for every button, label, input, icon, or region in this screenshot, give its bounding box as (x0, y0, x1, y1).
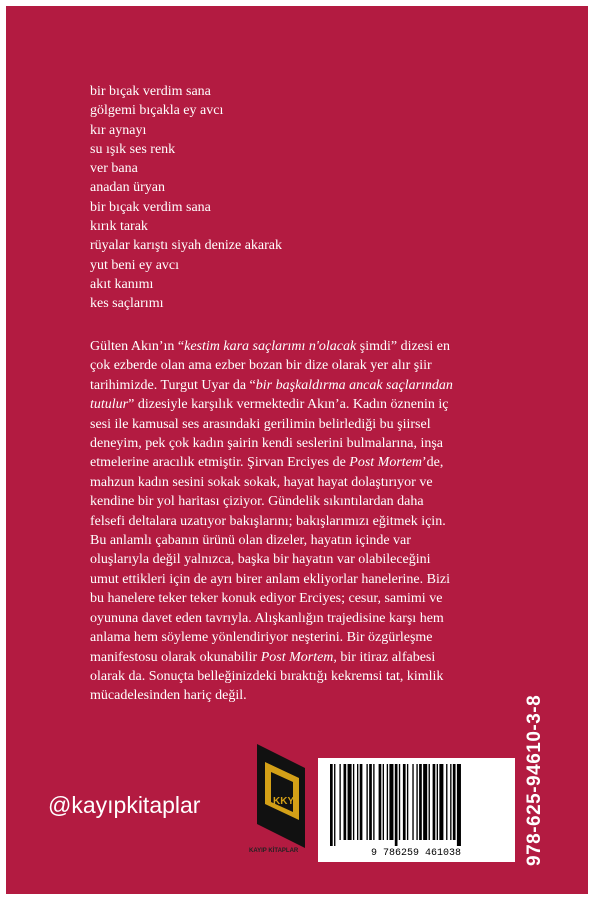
poem-line: anadan üryan (90, 180, 166, 196)
blurb-line: tutulur” dizesiyle karşılık vermektedir Akın’a. Kadın öznenin iç (90, 397, 449, 413)
poem-line: rüyalar karıştı siyah denize akarak (90, 238, 283, 254)
blurb-line: kendine bir yol haritası çiziyor. Gündelik sıkıntılardan daha (90, 494, 424, 510)
poem-line: kırık tarak (90, 219, 148, 235)
blurb-line: mücadelesinden hariç değil. (90, 688, 247, 704)
poem-line: ver bana (90, 161, 138, 177)
poem-line: bir bıçak verdim sana (90, 199, 211, 215)
barcode-graphic (318, 758, 515, 862)
blurb-line: deneyim, pek çok kadın şairin kendi seslerini bulmalarına, inşa (90, 436, 444, 452)
blurb-line: Gülten Akın’ın “kestim kara saçlarımı n'olacak şimdi” dizesi en (90, 339, 450, 354)
blurb-line: etmelerine aracılık etmiştir. Şirvan Erciyes de Post Mortem’de, (90, 455, 444, 471)
publisher-logo (253, 740, 309, 860)
poem-line: kır aynayı (90, 122, 147, 138)
publisher-name: KAYIP KİTAPLAR (249, 848, 299, 854)
poem-line: bir bıçak verdim sana (90, 84, 211, 99)
poem (90, 82, 282, 314)
blurb-line: tarihimizde. Turgut Uyar da “bir başkaldırma ancak saçlarından (90, 377, 453, 393)
blurb (90, 337, 520, 706)
isbn-vertical: 978-625-94610-3-8 (524, 694, 545, 866)
blurb-line: anlama hem söyleme yönlendiriyor neşterini. Bir özgürleşme (90, 630, 433, 646)
poem-line: su ışık ses renk (90, 141, 176, 157)
social-handle: @kayıpkitaplar (48, 792, 201, 818)
blurb-line: manifestosu olarak okunabilir Post Mortem, bir itiraz alfabesi (90, 649, 436, 665)
blurb-line: sesi ile kamusal ses arasındaki gerilimin belirlediği bu şiirsel (90, 416, 431, 432)
logo-text: KKY (273, 796, 295, 807)
blurb-line: olarak da. Sonuçta belleğinizdeki bıraktığı kekremsi tat, kimlik (90, 668, 444, 684)
poem-line: yut beni ey avcı (90, 257, 180, 273)
blurb-line: Bu anlamlı çabanın ürünü olan dizeler, hayatın içinde var (90, 533, 411, 549)
barcode-digits: 9 786259 461038 (370, 848, 462, 859)
blurb-line: oluşlarıyla değil yalnızca, başka bir hayatın var olabileceğini (90, 552, 431, 568)
poem-line: kes saçlarımı (90, 296, 164, 312)
blurb-line: umut ettikleri için de ayrı birer anlam ekliyorlar hanelerine. Bizi (90, 571, 450, 587)
poem-line: akıt kanımı (90, 276, 154, 292)
blurb-line: mahzun kadın sesini sokak sokak, hayat hayat dolaştırıyor ve (90, 474, 433, 490)
blurb-line: felsefi deltalara uzatıyor bakışlarını; bakışlarımızı eğitmek için. (90, 513, 446, 529)
blurb-line: çok ezberde olan ama ezber bozan bir dize olarak yer alır şiir (90, 358, 432, 374)
blurb-line: bu hanelere teker teker konuk ediyor Erciyes; cesur, samimi ve (90, 591, 443, 607)
poem-line: gölgemi bıçakla ey avcı (90, 103, 224, 119)
isbn-barcode (318, 758, 515, 862)
blurb-line: oyununa davet eden tavrıyla. Alışkanlığın trajedisine karşı hem (90, 610, 444, 626)
